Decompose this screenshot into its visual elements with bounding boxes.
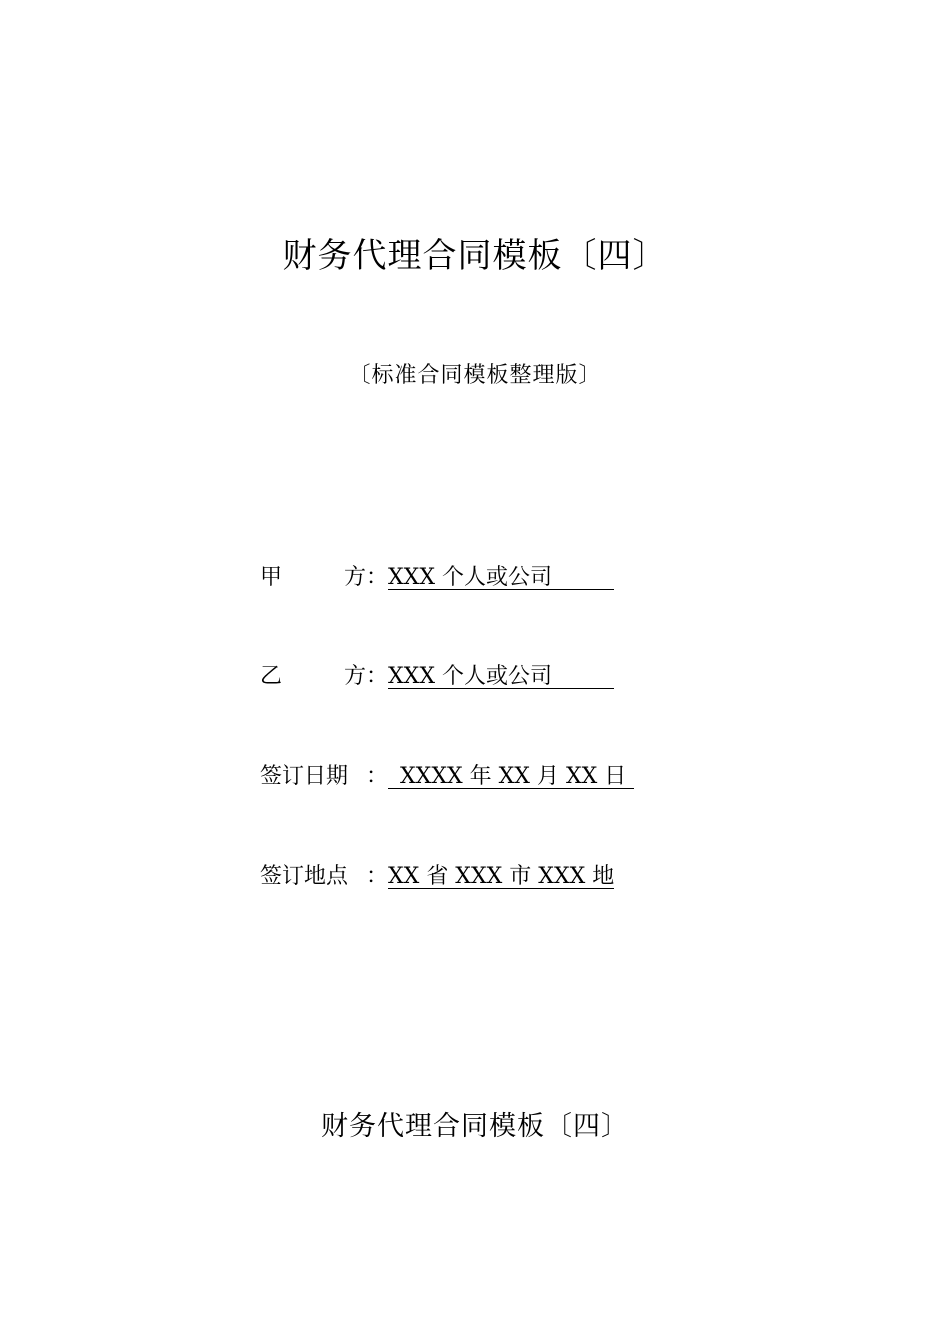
field-sign-place-label: 签订地点 [260,864,349,889]
field-party-b-label-char-1: 乙 [260,664,283,689]
field-party-a-value: XXX 个人或公司 [388,566,614,590]
field-sign-place-colon: ： [366,864,389,889]
field-party-a-label-char-1: 甲 [260,565,283,590]
field-party-a-label-char-2: 方 [343,565,366,590]
document-subtitle: 〔标准合同模板整理版〕 [348,363,602,388]
field-sign-date-colon: ： [366,764,389,789]
field-party-a-label [260,560,366,591]
field-party-b-label-char-2: 方 [343,664,366,689]
field-party-b-value: XXX 个人或公司 [388,665,614,689]
document-title: 财务代理合同模板〔四〕 [282,236,668,276]
field-party-b-colon: ： [366,664,389,689]
field-party-b [260,659,614,690]
field-sign-date-label: 签订日期 [260,764,349,789]
field-sign-place-value: XX 省 XXX 市 XXX 地 [388,864,615,889]
field-sign-date-value: XXXX 年 XX 月 XX 日 [388,765,634,789]
field-sign-date [260,759,634,790]
field-party-a-colon: ： [366,565,389,590]
field-sign-place [260,859,614,890]
field-party-a [260,560,614,591]
field-party-b-label [260,659,366,690]
footer-title: 财务代理合同模板〔四〕 [321,1111,629,1142]
